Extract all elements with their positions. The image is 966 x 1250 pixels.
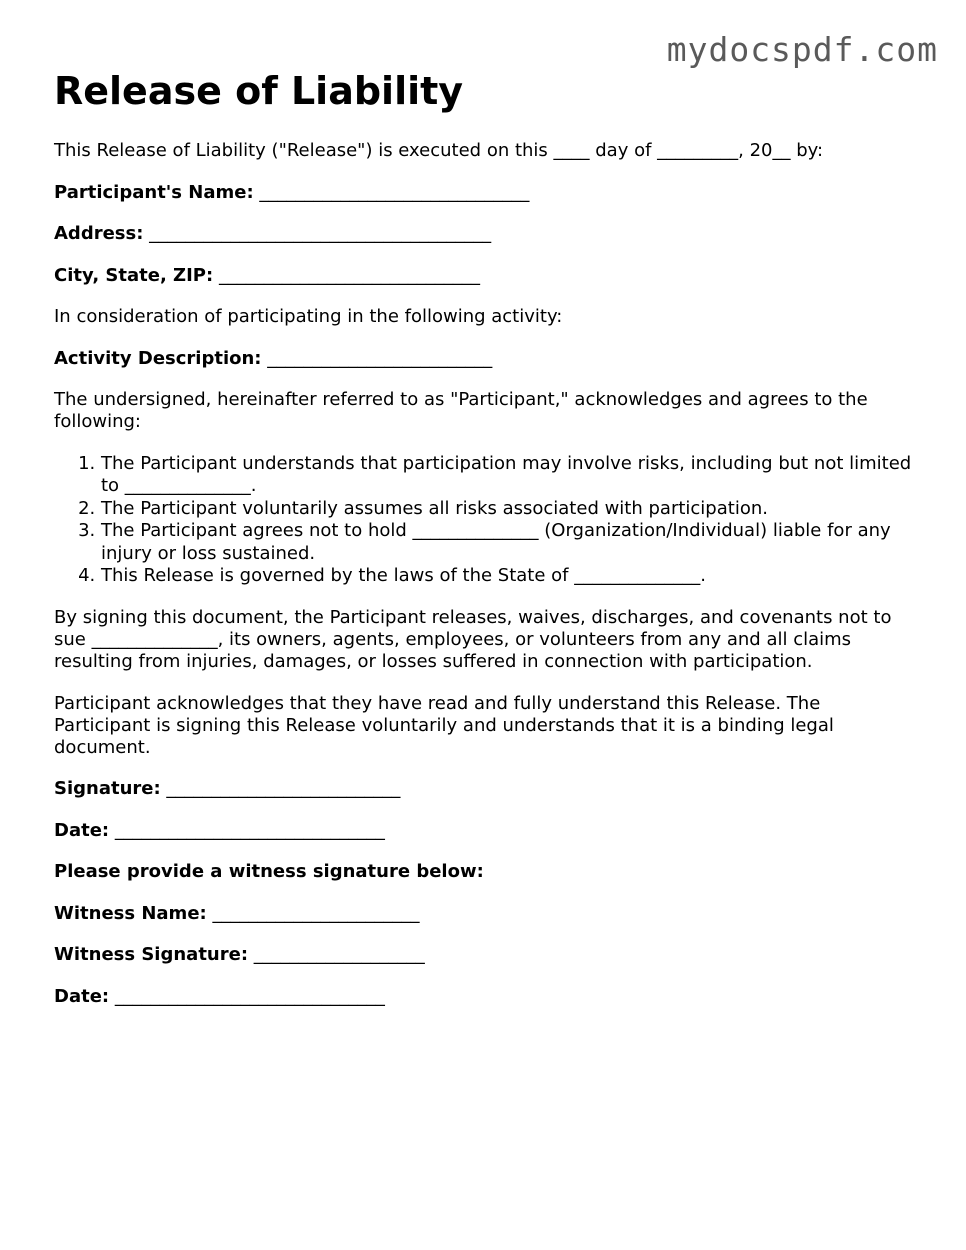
- watermark: mydocspdf.com: [666, 30, 938, 69]
- release-paragraph: By signing this document, the Participant releases, waives, discharges, and covenants not to sue ______________, its owners, agents, employees, or volunteers from any and all claims resulting from injuries, damages, or losses suffered in connection with participation.: [54, 607, 892, 672]
- witness-date-label: Date:: [54, 985, 110, 1007]
- address-field: [54, 223, 920, 245]
- list-item: 2. The Participant voluntarily assumes all risks associated with participation.: [101, 498, 920, 521]
- list-item: 4. This Release is governed by the laws of the State of ______________.: [101, 565, 920, 588]
- witness-name-field: [54, 903, 920, 925]
- witness-signature-field: [54, 944, 920, 966]
- city-state-zip-field: [54, 265, 920, 287]
- activity-description-field: [54, 348, 920, 370]
- acknowledgement-paragraph: The undersigned, hereinafter referred to as "Participant," acknowledges and agrees to the following:: [54, 389, 868, 432]
- participant-name-label: Participant's Name:: [54, 181, 254, 203]
- activity-description-label: Activity Description:: [54, 347, 262, 369]
- city-state-zip-label: City, State, ZIP:: [54, 264, 214, 286]
- witness-date-field: [54, 986, 920, 1008]
- witness-prompt: Please provide a witness signature below:: [54, 861, 484, 882]
- participant-name-field: [54, 182, 920, 204]
- witness-signature-blank: ___________________: [253, 944, 425, 965]
- list-item: 3. The Participant agrees not to hold ______________ (Organization/Individual) liable for any injury or loss sustained.: [101, 520, 920, 565]
- signature-label: Signature:: [54, 778, 161, 799]
- city-state-zip-blank: _____________________________: [218, 264, 480, 286]
- address-label: Address:: [54, 223, 144, 244]
- activity-description-blank: _________________________: [267, 347, 493, 369]
- document-title: Release of Liability: [54, 69, 464, 113]
- date-label: Date:: [54, 819, 110, 841]
- witness-date-blank: ______________________________: [114, 985, 385, 1007]
- witness-name-label: Witness Name:: [54, 902, 207, 924]
- intro-paragraph: This Release of Liability ("Release") is executed on this ____ day of _________, 20__ by:: [54, 140, 824, 161]
- signature-blank: __________________________: [166, 778, 401, 799]
- date-field: [54, 820, 920, 842]
- signature-field: [54, 778, 920, 800]
- terms-list: [54, 453, 920, 588]
- witness-signature-label: Witness Signature:: [54, 944, 249, 965]
- address-blank: ______________________________________: [149, 223, 492, 244]
- witness-name-blank: _______________________: [212, 902, 420, 924]
- list-item: 1. The Participant understands that participation may involve risks, including but not limited to ______________.: [101, 453, 920, 498]
- understanding-paragraph: Participant acknowledges that they have read and fully understand this Release. The Participant is signing this Release voluntarily and understands that it is a binding legal document.: [54, 692, 834, 758]
- participant-name-blank: ______________________________: [259, 181, 530, 203]
- consideration-paragraph: In consideration of participating in the following activity:: [54, 306, 563, 327]
- date-blank: ______________________________: [114, 819, 385, 841]
- document: [54, 68, 920, 1027]
